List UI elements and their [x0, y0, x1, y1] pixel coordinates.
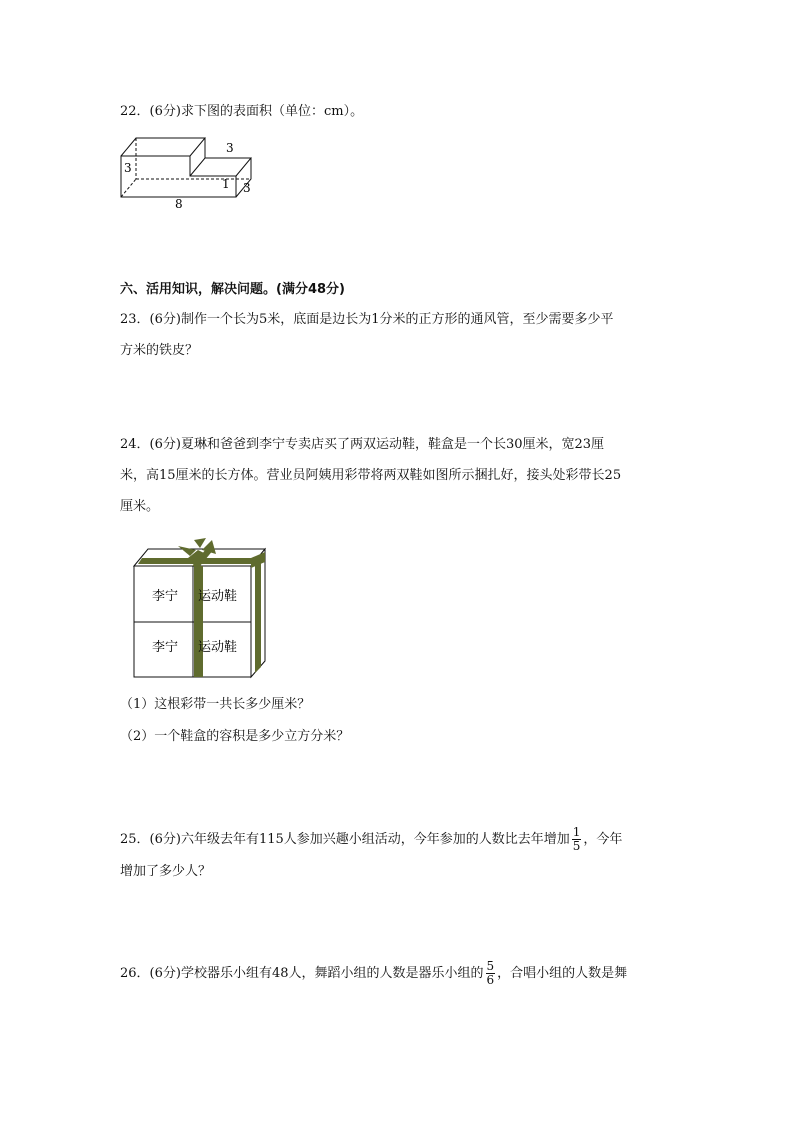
fig-label-1: 1: [222, 177, 230, 191]
q24-line2: 米，高15厘米的长方体。营业员阿姨用彩带将两双鞋如图所示捆扎好，接头处彩带长25: [120, 468, 622, 483]
q23-line2: 方米的铁皮？: [120, 343, 199, 358]
shoebox-figure: [130, 534, 270, 680]
q23-line1: 23．(6分)制作一个长为5米，底面是边长为1分米的正方形的通风管，至少需要多少平: [120, 312, 614, 327]
q24-line3: 厘米。: [120, 499, 160, 514]
q26-frac-num: 5: [486, 959, 495, 973]
fig-label-3-top: 3: [226, 141, 234, 155]
fig-label-3-left: 3: [124, 161, 132, 175]
q25-text-after: ，今年: [583, 832, 623, 847]
section-title: 六、活用知识，解决问题。(满分48分): [120, 282, 345, 297]
q25-text-before: 25．(6分)六年级去年有115人参加兴趣小组活动，今年参加的人数比去年增加: [120, 832, 570, 847]
q26-text-before: 26．(6分)学校器乐小组有48人，舞蹈小组的人数是器乐小组的: [120, 966, 484, 981]
q24-line1: 24．(6分)夏琳和爸爸到李宁专卖店买了两双运动鞋，鞋盒是一个长30厘米，宽23厘: [120, 437, 605, 452]
q25-line1: [120, 826, 622, 853]
fig-label-8: 8: [175, 197, 183, 210]
q24-sub2: （2）一个鞋盒的容积是多少立方分米？: [120, 729, 350, 744]
q26-line1: [120, 960, 627, 987]
q22-text: 22．(6分)求下图的表面积（单位：cm）。: [120, 104, 364, 119]
fig-label-3-right: 3: [243, 181, 251, 195]
q25-line2: 增加了多少人？: [120, 864, 212, 879]
q26-frac-den: 6: [486, 973, 495, 987]
q22-figure: [118, 132, 258, 210]
q24-sub1: （1）这根彩带一共长多少厘米？: [120, 697, 311, 712]
box-label-bottom-right: 运动鞋: [198, 640, 238, 655]
q26-fraction: [486, 960, 496, 987]
box-label-bottom-left: 李宁: [152, 640, 179, 655]
q25-frac-num: 1: [572, 825, 581, 839]
q26-text-after: ，合唱小组的人数是舞: [497, 966, 628, 981]
q25-frac-den: 5: [572, 839, 581, 853]
q25-fraction: [572, 826, 582, 853]
box-label-top-left: 李宁: [152, 589, 179, 604]
box-label-top-right: 运动鞋: [198, 589, 238, 604]
